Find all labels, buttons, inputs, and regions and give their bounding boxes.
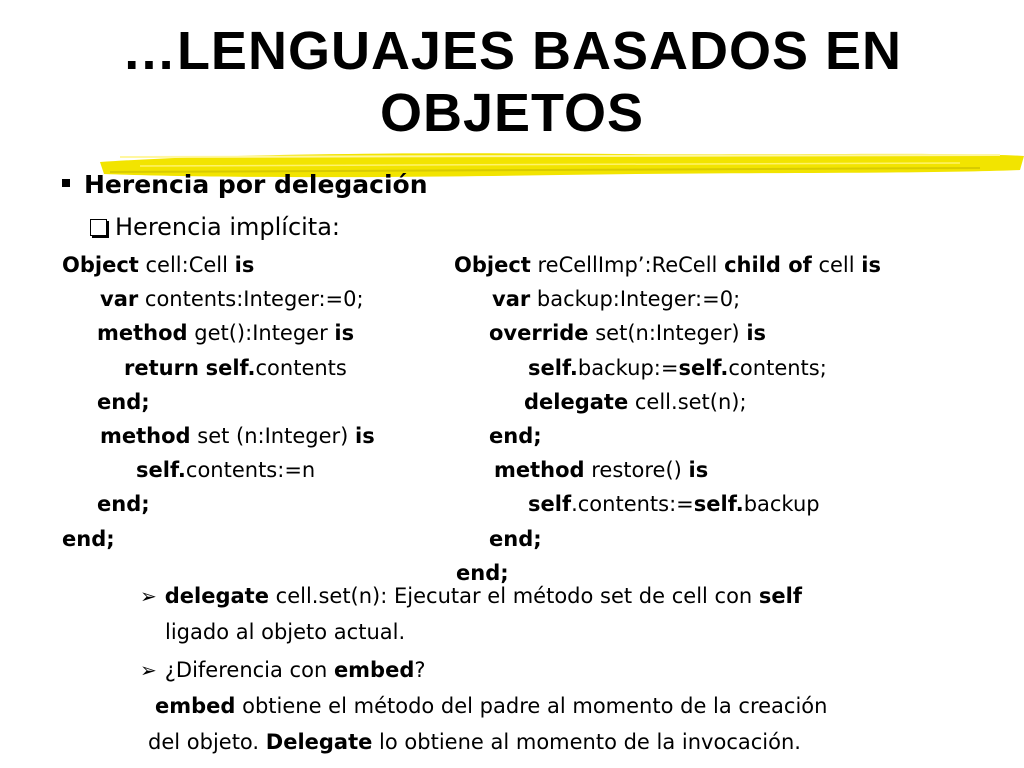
bullet-1-text: Herencia por delegación bbox=[84, 170, 428, 199]
code-text: set (n:Integer) bbox=[190, 424, 356, 448]
code-keyword: method bbox=[494, 458, 585, 483]
code-text: cell.set(n); bbox=[628, 389, 747, 414]
left-code-line bbox=[97, 316, 354, 350]
left-code-line bbox=[124, 351, 347, 385]
code-keyword: end; bbox=[62, 526, 115, 551]
left-code-line bbox=[62, 522, 115, 556]
code-text: cell:Cell bbox=[138, 253, 235, 277]
bullet-2-text: Herencia implícita: bbox=[115, 213, 341, 241]
code-keyword: end; bbox=[489, 424, 542, 448]
square-bullet-icon bbox=[62, 179, 70, 187]
note-delegate-line-2: ligado al objeto actual. bbox=[165, 620, 406, 644]
note-keyword: delegate bbox=[164, 584, 269, 608]
code-keyword: is bbox=[355, 424, 375, 448]
left-code-line bbox=[100, 419, 375, 453]
code-text: contents bbox=[255, 355, 347, 380]
code-keyword: end; bbox=[489, 526, 542, 551]
code-keyword: child of bbox=[724, 253, 812, 277]
code-keyword: Object bbox=[62, 253, 139, 277]
code-text: get():Integer bbox=[187, 321, 335, 346]
left-code-line bbox=[97, 385, 150, 419]
left-code-line bbox=[97, 487, 150, 521]
right-code-line bbox=[492, 282, 740, 316]
code-keyword: Object bbox=[454, 253, 531, 277]
note-keyword: embed bbox=[333, 658, 415, 682]
note-text: cell.set(n): Ejecutar el método set de cell con bbox=[268, 584, 759, 608]
code-text: .contents:= bbox=[571, 492, 694, 517]
right-code-line bbox=[489, 316, 766, 350]
code-keyword: is bbox=[861, 253, 881, 277]
note-keyword: embed bbox=[155, 694, 236, 718]
left-code-line bbox=[136, 453, 315, 487]
right-code-line bbox=[489, 522, 542, 556]
note-embed-line-1 bbox=[140, 658, 426, 682]
sub-bullet-herencia-implicita bbox=[90, 213, 340, 241]
note-embed-line-2 bbox=[155, 694, 827, 718]
note-text: obtiene el método del padre al momento de la creación bbox=[235, 694, 828, 718]
code-text: backup:= bbox=[577, 355, 679, 380]
code-keyword: self bbox=[528, 492, 572, 517]
code-text: contents:=n bbox=[185, 458, 316, 483]
slide-title-line-1: …LENGUAJES BASADOS EN bbox=[121, 21, 903, 81]
slide-title-line-2: OBJETOS bbox=[379, 83, 645, 143]
code-keyword: self. bbox=[528, 355, 578, 380]
code-keyword: end; bbox=[97, 492, 150, 517]
arrow-bullet-icon: ➢ bbox=[140, 584, 157, 608]
code-text: restore() bbox=[584, 458, 689, 483]
code-text: backup bbox=[743, 492, 820, 517]
arrow-bullet-icon: ➢ bbox=[140, 658, 157, 682]
code-text: backup:Integer:=0; bbox=[530, 287, 741, 312]
note-text: ? bbox=[414, 658, 426, 682]
code-text: set(n:Integer) bbox=[588, 321, 747, 346]
right-code-line bbox=[489, 419, 542, 453]
note-embed-line-3 bbox=[148, 730, 801, 754]
code-keyword: is bbox=[746, 321, 767, 346]
code-keyword: end; bbox=[456, 560, 509, 585]
right-code-line bbox=[528, 351, 827, 385]
note-text: del objeto. bbox=[148, 730, 266, 754]
code-text: reCellImp’:ReCell bbox=[530, 253, 725, 277]
code-keyword: var bbox=[492, 287, 531, 312]
left-code-line bbox=[62, 248, 254, 282]
code-text: contents; bbox=[728, 355, 827, 380]
code-text bbox=[199, 356, 206, 380]
right-code-line bbox=[494, 453, 708, 487]
code-text: contents:Integer:=0; bbox=[138, 287, 364, 312]
code-keyword: self. bbox=[678, 355, 729, 380]
slide-title bbox=[0, 20, 1024, 144]
note-keyword: self bbox=[758, 584, 802, 608]
left-code-line bbox=[100, 282, 364, 316]
bullet-herencia-delegacion bbox=[62, 170, 428, 199]
note-keyword: Delegate bbox=[265, 730, 373, 754]
code-keyword: method bbox=[97, 321, 188, 346]
code-keyword: return bbox=[124, 355, 199, 380]
note-text: ¿Diferencia con bbox=[164, 658, 334, 682]
right-code-line bbox=[454, 248, 881, 282]
hollow-square-bullet-icon bbox=[90, 219, 107, 236]
code-keyword: end; bbox=[97, 389, 150, 414]
right-code-line bbox=[524, 385, 747, 419]
note-text: lo obtiene al momento de la invocación. bbox=[372, 730, 801, 754]
right-code-line bbox=[528, 487, 820, 521]
code-text: cell bbox=[811, 253, 862, 277]
code-keyword: method bbox=[100, 424, 191, 448]
code-keyword: override bbox=[489, 321, 589, 346]
code-keyword: is bbox=[234, 253, 255, 277]
note-delegate-line-1 bbox=[140, 584, 802, 608]
code-keyword: self. bbox=[693, 492, 744, 517]
code-keyword: is bbox=[688, 458, 709, 483]
code-keyword: self. bbox=[205, 355, 256, 380]
code-keyword: delegate bbox=[524, 389, 629, 414]
code-keyword: self. bbox=[136, 458, 186, 483]
code-keyword: is bbox=[334, 321, 355, 346]
code-keyword: var bbox=[100, 287, 139, 312]
